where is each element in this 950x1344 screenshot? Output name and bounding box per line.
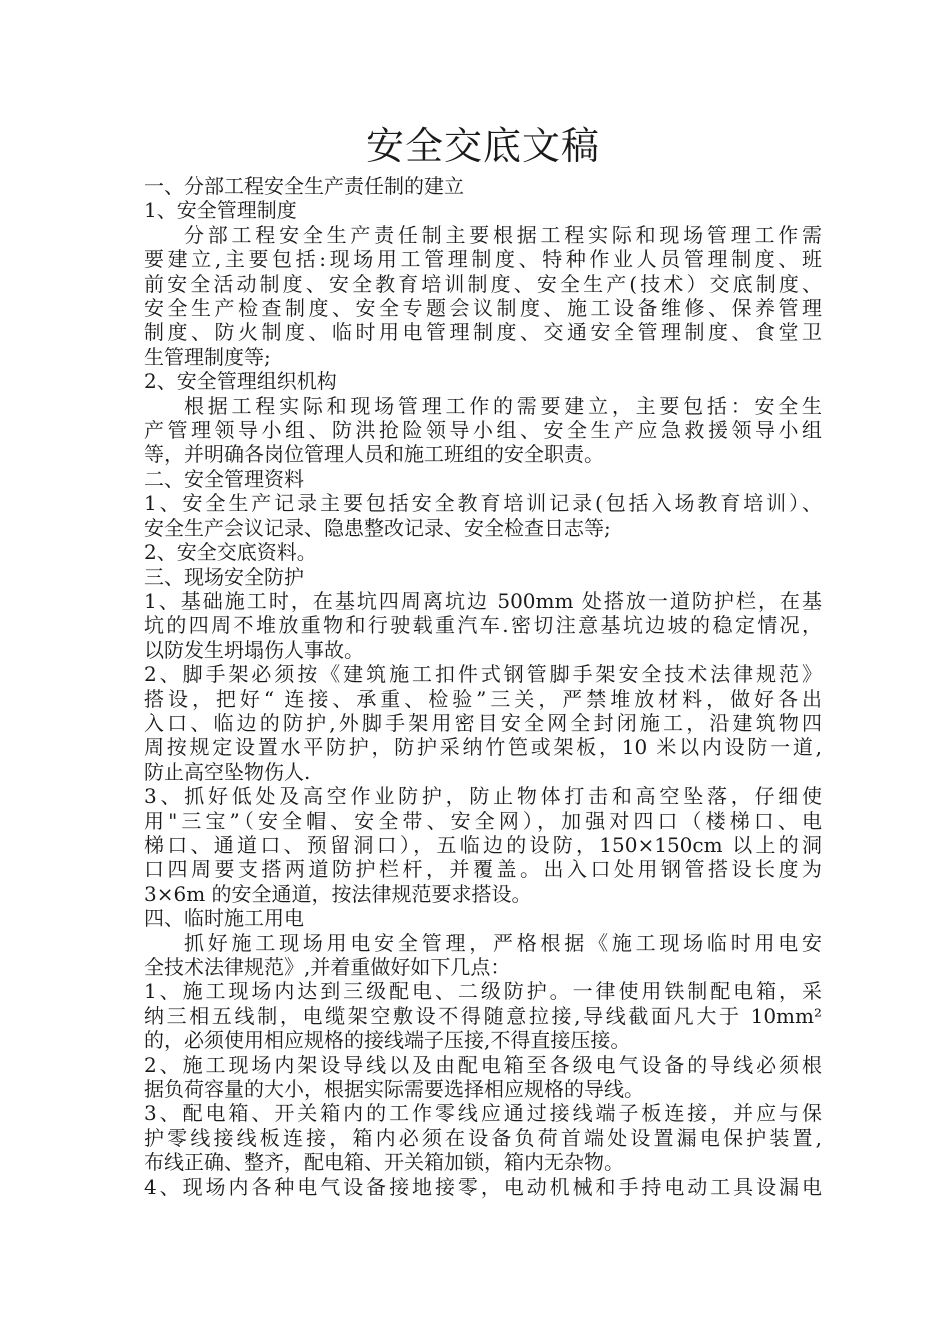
text-line: 制度、防火制度、临时用电管理制度、交通安全管理制度、食堂卫 [144,320,822,345]
text-line: 2、脚手架必须按《建筑施工扣件式钢管脚手架安全技术法律规范》 [144,662,822,687]
text-line: 3、配电箱、开关箱内的工作零线应通过接线端子板连接，并应与保 [144,1101,822,1126]
text-line: 入口、临边的防护,外脚手架用密目安全网全封闭施工，沿建筑物四 [144,710,822,735]
text-line: 护零线接线板连接，箱内必须在设备负荷首端处设置漏电保护装置, [144,1125,822,1150]
text-line: 要建立,主要包括:现场用工管理制度、特种作业人员管理制度、班 [144,247,822,272]
text-line: 口四周要支搭两道防护栏杆，并覆盖。出入口处用钢管搭设长度为 [144,857,822,882]
document-body [144,174,822,1199]
text-line: 产管理领导小组、防洪抢险领导小组、安全生产应急救援领导小组 [144,418,822,443]
text-line: 全技术法律规范》,并着重做好如下几点： [144,955,511,979]
text-line: 梯口、通道口、预留洞口），五临边的设防，150×150cm 以上的洞 [144,832,822,857]
text-line: 1、基础施工时，在基坑四周离坑边 500mm 处搭放一道防护栏，在基 [144,588,822,613]
text-line: 安全生产会议记录、隐患整改记录、安全检查日志等; [144,515,611,540]
text-line: 1、安全生产记录主要包括安全教育培训记录(包括入场教育培训）、 [144,491,822,516]
text-line: 的，必须使用相应规格的接线端子压接,不得直接压接。 [144,1028,631,1053]
text-line: 坑的四周不堆放重物和行驶载重汽车.密切注意基坑边坡的稳定情况， [144,613,822,638]
text-line: 抓好施工现场用电安全管理，严格根据《施工现场临时用电安 [184,930,822,955]
text-line: 根据工程实际和现场管理工作的需要建立，主要包括：安全生 [184,393,822,418]
text-line: 2、安全管理组织机构 [144,369,337,394]
text-line: 4、现场内各种电气设备接地接零，电动机械和手持电动工具设漏电 [144,1174,822,1199]
text-line: 2、安全交底资料。 [144,540,317,565]
text-line: 3、抓好低处及高空作业防护，防止物体打击和高空坠落，仔细使 [144,784,822,809]
text-line: 一、分部工程安全生产责任制的建立 [144,174,464,198]
text-line: 二、安全管理资料 [144,466,304,491]
text-line: 防止高空坠物伤人. [144,759,311,784]
text-line: 周按规定设置水平防护，防护采纳竹笆或架板，10 米以内设防一道, [144,735,822,760]
text-line: 分部工程安全生产责任制主要根据工程实际和现场管理工作需 [184,222,822,247]
text-line: 搭设，把好“ 连接、承重、检验”三关，严禁堆放材料，做好各出 [144,686,822,711]
text-line: 1、施工现场内达到三级配电、二级防护。一律使用铁制配电箱，采 [144,979,822,1004]
text-line: 三、现场安全防护 [144,564,304,589]
text-line: 用"三宝”（安全帽、安全带、安全网），加强对四口（楼梯口、电 [144,808,822,833]
text-line: 四、临时施工用电 [144,906,304,931]
document-page [144,118,822,1199]
document-title: 安全交底文稿 [365,124,600,168]
text-line: 据负荷容量的大小，根据实际需要选择相应规格的导线。 [144,1077,644,1102]
text-line: 纳三相五线制，电缆架空敷设不得随意拉接,导线截面凡大于 10mm² [144,1003,822,1028]
text-line: 安全生产检查制度、安全专题会议制度、施工设备维修、保养管理 [144,296,822,321]
text-line: 等，并明确各岗位管理人员和施工班组的安全职责。 [144,442,604,467]
text-line: 2、施工现场内架设导线以及由配电箱至各级电气设备的导线必须根 [144,1052,822,1077]
text-line: 生管理制度等; [144,344,271,369]
text-line: 前安全活动制度、安全教育培训制度、安全生产(技术）交底制度、 [144,271,822,296]
text-line: 3×6m 的安全通道，按法律规范要求搭设。 [144,881,532,906]
text-line: 以防发生坍塌伤人事故。 [144,637,364,662]
text-line: 1、安全管理制度 [144,198,297,223]
text-line: 布线正确、整齐，配电箱、开关箱加锁，箱内无杂物。 [144,1150,624,1175]
